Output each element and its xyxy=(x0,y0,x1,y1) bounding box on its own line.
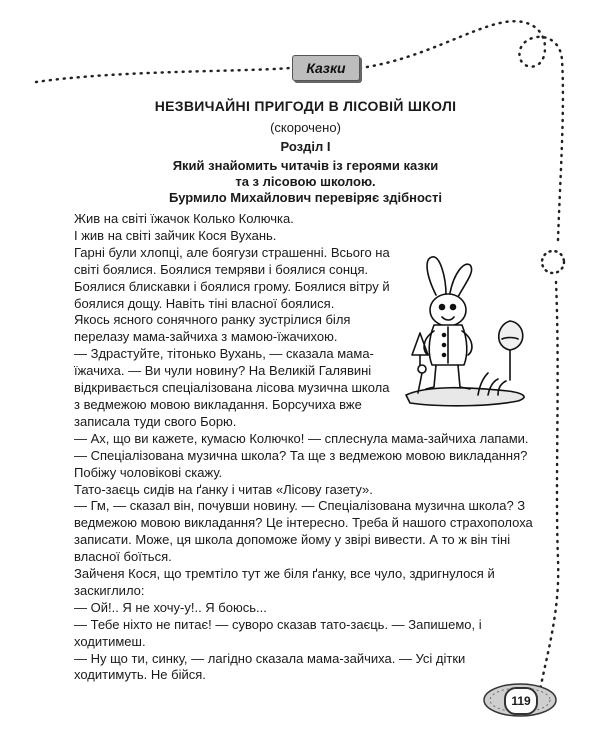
chapter-heading: Розділ І xyxy=(280,139,331,154)
paragraph: — Здрастуйте, тітонько Вухань, — сказала мама-їжачиха. — Ви чули новину? На Великій Галявині відкривається спеціалізована лісова музична школа з ведмежою мовою викладання. Борсучиха вже записала туди свого Борю. xyxy=(74,346,390,429)
story-title: НЕЗВИЧАЙНІ ПРИГОДИ В ЛІСОВІЙ ШКОЛІ xyxy=(154,98,457,114)
section-tab: Казки xyxy=(292,55,360,81)
paragraph: — Ой!.. Я не хочу-у!.. Я боюсь... xyxy=(74,599,267,615)
paragraph: Зайченя Кося, що тремтіло тут же біля ґанку, все чуло, здригнулося й заскиглило: xyxy=(74,566,495,598)
story-subtitle: (скорочено) xyxy=(270,120,341,135)
paragraph: — Ах, що ви кажете, кумасю Колючко! — сплеснула мама-зайчиха лапами. — Спеціалізована музична школа? Та ще з ведмежою мовою викладання? Побіжу чоловікові скажу. xyxy=(74,430,529,480)
bunny-illustration xyxy=(398,255,538,410)
chapter-description-line: Який знайомить читачів із героями казки xyxy=(172,158,439,173)
paragraph: І жив на світі зайчик Кося Вухань. xyxy=(74,227,277,243)
chapter-description-line: та з лісовою школою. xyxy=(235,174,376,189)
paragraph: Якось ясного сонячного ранку зустрілися біля перелазу мама-зайчиха з мамою-їжачихою. xyxy=(74,312,351,345)
page-number: 119 xyxy=(504,687,538,715)
paragraph: Тато-заєць сидів на ґанку і читав «Лісову газету». xyxy=(74,481,373,497)
page-number-badge xyxy=(480,680,560,720)
paragraph: — Гм, — сказал він, почувши новину. — Спеціалізована музична школа? З ведмежою мовою викладання? Це інтересно. Треба й нашого страхополоха записати. Може, ця школа допоможе йому у звірі вивести. А то ж він тіні власної боїться. xyxy=(74,498,533,565)
paragraph: Жив на світі їжачок Колько Колючка. xyxy=(74,211,294,226)
paragraph: — Тебе ніхто не питає! — суворо сказав тато-заєць. — Запишемо, і ходитимеш. xyxy=(74,616,482,649)
paragraph: — Ну що ти, синку, — лагідно сказала мама-зайчиха. — Усі дітки ходитимуть. Не бійся. xyxy=(74,650,466,683)
chapter-description xyxy=(0,158,611,206)
chapter-description-line: Бурмило Михайлович перевіряє здібності xyxy=(169,190,442,205)
paragraph: Гарні були хлопці, але боягузи страшенні. Всього на світі боялися. Боялися темряви і боялися сонця. Боялися блискавки і боялися грому. Боялися вітру й боялися дощу. Навіть тіні власної боялися. xyxy=(74,244,390,311)
